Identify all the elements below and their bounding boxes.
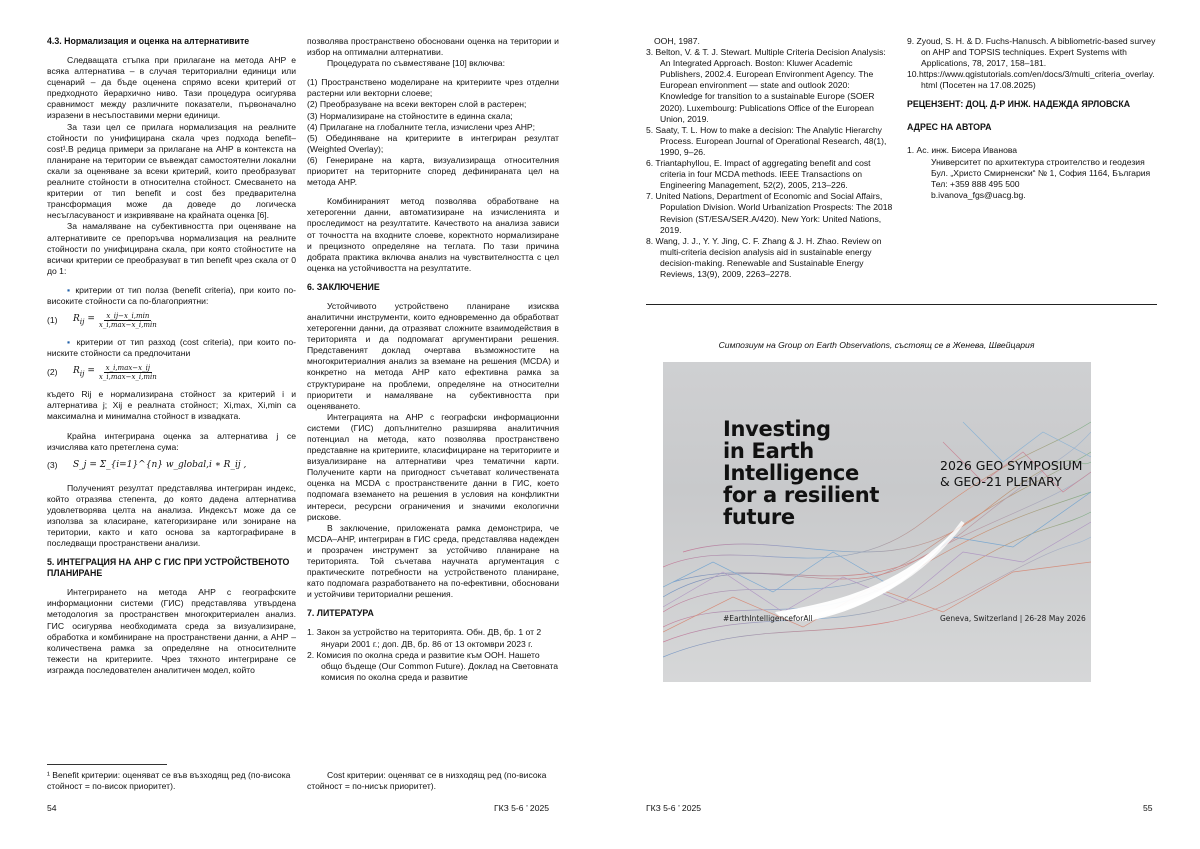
procedure-step: (1) Пространствено моделиране на критериите чрез отделни растерни или векторни слоеве; [307, 77, 559, 99]
paragraph: Интегрирането на метода AHP с географските информационни системи (ГИС) представлява утвърдена методология за пространствен многокритериален анализ. ГИС осигурява необходимата среда за визуализиране, обработка и комбиниране на пространствени данни, а AHP – количествена рамка за определяне на относителните тежести на критериите. Чрез тяхното интегриране се изгражда последователен аналитичен модел, който [47, 587, 296, 675]
page-number-55: 55 [1143, 803, 1153, 813]
event-hashtag: #EarthIntelligenceforAll [723, 614, 813, 623]
procedure-step: (3) Нормализиране на стойностите в единна скала; [307, 110, 513, 121]
reference-item: 9. Zyoud, S. H. & D. Fuchs-Hanusch. A bibliometric-based survey on AHP and TOPSIS techniques. Expert Systems with Applications, 78, 2017, 158–181. [907, 36, 1156, 69]
page54-right-column [307, 36, 559, 683]
address-line: Тел: +359 888 495 500 [931, 178, 1020, 189]
formula-lhs-sub: ij [79, 316, 85, 326]
formula-lhs-sub: ij [79, 368, 85, 378]
headline-line: for a resilient [723, 483, 880, 507]
page55-left-column [646, 36, 894, 280]
page54-left-column [47, 36, 296, 676]
formula-number: (2) [47, 366, 58, 377]
formula-lhs: R [73, 365, 80, 376]
formula-1 [47, 307, 296, 333]
page55-right-column [907, 36, 1157, 201]
event-title-line: & GEO-21 PLENARY [940, 474, 1062, 489]
reviewer-line: РЕЦЕНЗЕНТ: ДОЦ. Д-Р ИНЖ. НАДЕЖДА ЯРЛОВСКА [907, 99, 1131, 110]
reference-item: 2. Комисия по околна среда и развитие към ООН. Нашето общо бъдеще (Our Common Future). Доклад на Световната комисия по околна среда и развитие [307, 649, 559, 682]
formula-lhs: R [73, 313, 80, 324]
bullet-cost [47, 337, 296, 359]
event-location-dates: Geneva, Switzerland | 26-28 May 2026 [940, 614, 1086, 623]
bullet-icon: ▪ [67, 337, 77, 348]
reference-item: 8. Wang, J. J., Y. Y. Jing, C. F. Zhang & J. H. Zhao. Review on multi-criteria decision analysis aid in sustainable energy decision-making. Renewable and Sustainable Energy Reviews, 13(9), 2009, 2263–2278. [646, 235, 882, 279]
formula-body: $R_{ij}$ = $\frac{x\_ij-x\_i,\min}{x\_i,\max-x\_i,\min}$ [73, 311, 157, 329]
bullet-benefit [47, 285, 296, 307]
reference-list [307, 627, 559, 682]
running-footer-left: ГКЗ 5-6 ’ 2025 [494, 803, 550, 813]
bullet-text: критерии от тип полза (benefit criteria), при които по-високите стойности са по-благоприятни: [47, 284, 296, 306]
author-address [907, 157, 1157, 201]
formula-numerator: x_ij−x_i,min [106, 311, 150, 320]
paragraph: позволява пространствено обосновани оценка на територии и избор на оптимални алтернативи. [307, 36, 559, 58]
headline-line: Investing [723, 417, 831, 441]
page-number-54: 54 [47, 803, 57, 813]
procedure-step: (6) Генериране на карта, визуализираща относителния приоритет на територните според дефинираната цел на метода AHP. [307, 154, 559, 188]
headline-line: in Earth [723, 439, 814, 463]
paragraph: За тази цел се прилага нормализация на реалните стойности по унифицирана скала чрез подхода benefit–cost¹.В редица примери за прилагане на AHP в контекста на планиране на територии се въвеждат самостоятелни локални скали за оценяване за всеки критерий, които преобразуват реалните стойности в относителна стойност. Смесването на критерии от тип benefit и cost без предварителна трансформация може да доведе до логическа несъгласуваност и изкривяване на крайната оценка [6]. [47, 121, 296, 221]
section-heading-4-3: 4.3. Нормализация и оценка на алтернативите [47, 36, 250, 46]
headline-line: future [723, 505, 795, 529]
poster-headline [723, 418, 879, 528]
reference-item: 6. Triantaphyllou, E. Impact of aggregating benefit and cost criteria in four MCDA methods. IEEE Transactions on Engineering Management, 52(2), 2005, 213–226. [646, 158, 871, 191]
procedure-steps [307, 77, 559, 188]
section-divider [646, 304, 1157, 305]
reference-item: 3. Belton, V. & T. J. Stewart. Multiple Criteria Decision Analysis: An Integrated Approach. Boston: Kluwer Academic Publishers, 2002.4. European Environment Agency. The European environment — state and outlook 2020: Knowledge for transition to a sustainable Europe (SOER 2020). Luxembourg: Publications Office of the European Union, 2019. [646, 47, 886, 124]
bullet-icon: ▪ [67, 284, 76, 295]
bullet-text: критерии от тип разход (cost criteria), при които по-ниските стойности са предпочитани [47, 337, 296, 359]
procedure-step: (5) Обединяване на критериите в интегриран резултат (Weighted Overlay); [307, 132, 559, 154]
reference-list [907, 36, 1157, 91]
formula-body: S_j = Σ_{i=1}^{n} w_global,i ∗ R_ij , [73, 460, 247, 471]
formula-number: (1) [47, 314, 58, 325]
event-title [940, 458, 1082, 490]
paragraph: За намаляване на субективността при оценяване на алтернативите се препоръчва нормализация на реалните стойности по унифицирана скала, при която стойностите на всички критерии се преобразуват в тип benefit чрез скала от 0 до 1: [47, 221, 296, 276]
headline-line: Intelligence [723, 461, 859, 485]
formula-denominator: x_i,max−x_i,min [98, 320, 157, 329]
reference-list [646, 36, 894, 280]
section-heading-6: 6. ЗАКЛЮЧЕНИЕ [307, 281, 380, 292]
footnote-left: ¹ Benefit критерии: оценяват се във възходящ ред (по-висока стойност = по-висок приоритет). [47, 770, 291, 792]
paragraph: Крайна интегрирана оценка за алтернатива j се изчислява като претеглена сума: [47, 430, 296, 452]
paragraph: Процедурата по съвместяване [10] включва: [327, 58, 505, 69]
section-heading-7: 7. ЛИТЕРАТУРА [307, 608, 374, 619]
paragraph: Комбинираният метод позволява обработване на хетерогенни данни, автоматизиране на изчисленията и проследимост на резултатите. Качеството на анализа зависи от точността на входните слоеве, коректното нормализиране и прецизното определяне на теглата. По тази причина добрата практика включва анализ на чувствителността с цел оценка на устойчивостта на резултатите. [307, 196, 559, 273]
formula-2 [47, 359, 296, 385]
formula-numerator: x_i,max−x_ij [105, 363, 151, 372]
paragraph: Интеграцията на AHP с географски информационни системи (ГИС) допълнително разширява аналитичния потенциал на метода, като позволява пространствено представяне на критериите, класифициране на териториите и визуализиране на алтернативи чрез тематични карти. Получените карти на пригодност съчетават количествената оценка на MCDA с пространствените данни в ГИС, което подпомага вземането на решения в условия на конфликтни интереси, ресурсни ограничения и значими екологични рискове. [307, 411, 559, 522]
address-line: Университет по архитектура строителство и геодезия [931, 156, 1145, 167]
geo-symposium-image [663, 362, 1091, 682]
running-footer-right: ГКЗ 5-6 ’ 2025 [646, 803, 702, 813]
formula-3 [47, 453, 296, 479]
paragraph: В заключение, приложената рамка демонстрира, че MCDA–AHP, интегриран в ГИС среда, представлява надежден и прозрачен инструмент за устойчиво планиране на територията. Той съчетава научната аргументация с практическите потребности на устройственото планиране, като подпомага разработването на по-ефективни, обосновани и устойчиви териториални решения. [307, 522, 559, 600]
reference-item: 10.https://www.qgistutorials.com/en/docs/3/multi_criteria_overlay.html (Посетен на 17.08.2025) [907, 69, 1155, 91]
paragraph: Следващата стъпка при прилагане на метода AHP е всяка алтернатива – в случая териториални единици или сценарий – да бъде оценена спрямо всеки критерий от предходното йерархично ниво. Тази процедура осигурява сравнимост между различните показатели, първоначално изразени в несъпоставими мерни единици. [47, 55, 296, 121]
footnote-mid: Cost критерии: оценяват се в низходящ ред (по-висока стойност = по-нисък приоритет). [307, 770, 547, 792]
address-line: Бул. „Христо Смирненски“ № 1, София 1164, България [931, 167, 1151, 178]
reference-item: 1. Закон за устройство на територията. Обн. ДВ, бр. 1 от 2 януари 2001 г.; доп. ДВ, бр. 86 от 13 октомври 2023 г. [307, 627, 542, 649]
paragraph: където Rij е нормализирана стойност за критерий i и алтернатива j; Xij е реалната стойност; Xi,max, Xi,min са максимална и минимална стойност в извадката. [47, 389, 296, 422]
formula-body: $R_{ij}$ = $\frac{x\_i,\max-x\_ij}{x\_i,\max-x\_i,\min}$ [73, 363, 157, 381]
section-heading-5: 5. ИНТЕГРАЦИЯ НА AHP С ГИС ПРИ УСТРОЙСТВЕНОТО ПЛАНИРАНЕ [47, 557, 290, 579]
reference-item: 7. United Nations, Department of Economic and Social Affairs, Population Division. World Urbanization Prospects: The 2018 Revision (ST/ESA/SER.A/420). New York: United Nations, 2019. [646, 191, 893, 235]
author-email: b.ivanova_fgs@uacg.bg. [931, 189, 1026, 200]
reference-item: ООН, 1987. [654, 36, 700, 46]
procedure-step: (2) Преобразуване на всеки векторен слой в растерен; [307, 99, 527, 110]
formula-number: (3) [47, 460, 58, 471]
procedure-step: (4) Прилагане на глобалните тегла, изчислени чрез AHP; [307, 121, 536, 132]
author-name: 1. Ас. инж. Бисера Иванова [907, 145, 1018, 156]
reference-item: 5. Saaty, T. L. How to make a decision: The Analytic Hierarchy Process. European Journal of Operational Research, 48(1), 1990, 9–26. [646, 124, 887, 157]
footnote-divider [47, 764, 167, 765]
paragraph: Полученият резултат представлява интегриран индекс, който отразява степента, до която дадена алтернатива удовлетворява целта на анализа. Индексът може да се използва за класиране, категоризиране или зониране на територии, както и като основа за картографиране в последващи пространствени анализи. [47, 482, 296, 549]
figure-caption: Симпозиум на Group on Earth Observations, състоящ се в Женева, Швейцария [718, 340, 1035, 350]
formula-denominator: x_i,max−x_i,min [98, 372, 157, 381]
paragraph: Устойчивото устройствено планиране изисква аналитични инструменти, които едновременно да обработват хетерогенни данни, да отразяват сложните взаимодействия в територията и да подпомагат аргументирани решения. Представеният доклад очертава възможностите на многокритериалния анализ за вземане на решения (MCDA) и конкретно на метода AHP като ефективна рамка за структуриране на проблеми, определяне на относителни приоритети и намаляване на субективността при оценяването. [307, 300, 559, 411]
author-address-heading: АДРЕС НА АВТОРА [907, 122, 992, 133]
event-title-line: 2026 GEO SYMPOSIUM [940, 458, 1083, 473]
